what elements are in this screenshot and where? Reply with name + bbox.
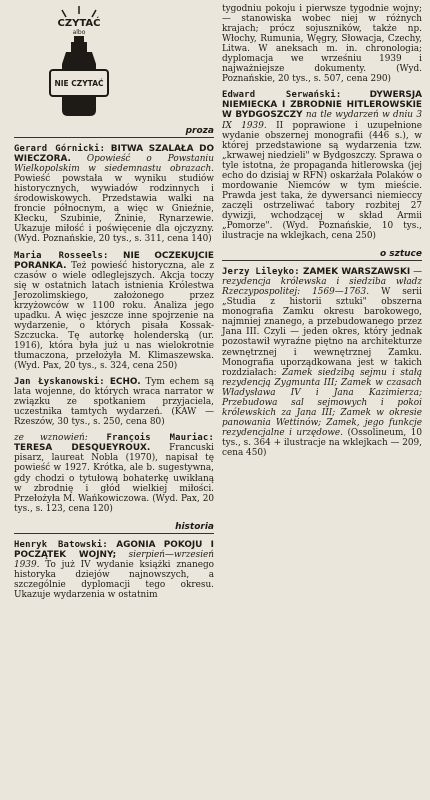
entry-subtitle: sierpień—wrzesień 1939. — [14, 549, 215, 570]
entry-title: BITWA SZALAŁA DO WIECZORA. — [14, 144, 214, 165]
book-entry-gornicki — [14, 144, 214, 244]
book-entry-batowski — [14, 540, 214, 600]
entry-subtitle: Opowieść o Powstaniu Wielkopolskim w siedemnastu obrazach. — [14, 154, 214, 175]
book-entry-rosseels — [14, 251, 214, 372]
book-entry-mauriac — [14, 433, 214, 513]
entry-author: Edward Serwański: — [222, 90, 342, 101]
entry-body: Tym echem są lata wojenne, do których wraca narrator w związku ze spotkaniem przyjaciela, uczestnika tamtych wydarzeń. (KAW — Rzeszów, 30 tys., s. 250, cena 80) — [14, 377, 214, 428]
entry-title: ZAMEK WARSZAWSKI — [299, 267, 411, 278]
logo-line2: albo — [72, 29, 86, 36]
entry-body: Też powieść historyczna, ale z czasów o wiele odleglejszych. Akcja toczy się w ostatnich latach istnienia Królestwa Jerozolimskiego, założonego przez krzyżowców w 1100 roku. Analiza jego upadku. A więc jeszcze inne spojrzenie na wydarzenie, o których pisała Kossak-Szczucka. Tę autorkę holenderską (ur. 1916), która była już u nas wielokrotnie tłumaczona, przełożyła M. Klimaszewska. (Wyd. Pax, 20 tys., s. 324, cena 250) — [14, 260, 214, 372]
entry-chapters: Zamek siedzibą sejmu i stałą rezydencją Zygmunta III; Zamek w czasach Władysława IV i Jana Kazimierza; Przebudowa sal sejmowych i pokoi królewskich za Jana III; Zamek w okresie panowania Wettinów; Zamek, jego funkcje rezydencjalne i urzędowe. — [222, 367, 422, 438]
right-column — [222, 4, 422, 464]
entry-subtitle: — rezydencja królewska i siedziba władz Rzeczypospolitej: 1569—1763. — [222, 267, 422, 298]
section-prose-heading: proza — [14, 126, 214, 138]
column-logo — [14, 0, 214, 122]
entry-author: Jan Łyskanowski: — [14, 377, 105, 388]
entry-title: DYWERSJA NIEMIECKA I ZBRODNIE HITLEROWSKIE W BYDGOSZCZY — [222, 90, 422, 121]
entry-body: Powieść powstała w wyniku studiów historycznych, wywiadów rodzinnych i środowiskowych. Przedstawia walki na froncie północnym, a więc w Gnieźnie, Kłecku, Szubinie, Żninie, Rynarzewie. Ukazuje miłość i poświęcenie dla ojczyzny. (Wyd. Poznańskie, 20 tys., s. 311, cena 140) — [14, 174, 214, 245]
entry-title: TERESA DESQUEYROUX. — [14, 443, 151, 454]
entry-author: Henryk Batowski: — [14, 539, 108, 550]
entry-title: NIE OCZEKUJCIE PORANKA. — [14, 250, 214, 271]
logo-line1: CZYTAĆ — [57, 18, 101, 29]
section-art-heading: o sztuce — [222, 249, 422, 261]
entry-author: Gerard Górnicki: — [14, 144, 106, 155]
entry-title: ECHO. — [104, 377, 141, 388]
entry-prefix: ze wznowień: — [14, 433, 88, 444]
logo-line3: NIE CZYTAĆ — [54, 79, 104, 88]
section-history-heading: historia — [14, 522, 214, 534]
entry-author: Maria Rosseels: — [14, 250, 109, 261]
entry-body-end: (Ossolineum, 10 tys., s. 364 + ilustracje na wklejkach — 209, cena 450) — [222, 427, 422, 458]
entry-body: II poprawione i uzupełnione wydanie obszernej monografii (446 s.), w której przedstawione są wydarzenia tzw. „krwawej niedzieli" w Bydgoszczy. Sprawa o tyle istotna, że propaganda hitlerowska (jej echo do dzisiaj w RFN) oskarżała Polaków o mordowanie Niemców w tym mieście. Prawda jest taka, że dywersanci niemieccy zaczęli ostrzeliwać tabory rozbitej 27 dywizji, wchodzącej w skład Armii „Pomorze". (Wyd. Poznańskie, 10 tys., ilustracje na wklejkach, cena 250) — [222, 120, 423, 242]
entry-body: Francuski pisarz, laureat Nobla (1970), napisał tę powieść w 1927. Krótka, ale b. sugestywna, gdy chodzi o tytułową bohaterkę uwikłaną w zbrodnię i głód wielkiej miłości. Przełożyła M. Wańkowiczowa. (Wyd. Pax, 20 tys., s. 123, cena 120) — [14, 443, 214, 514]
bottle-logo-icon — [44, 6, 114, 118]
book-entry-lyskanowski — [14, 377, 214, 427]
entry-body: To już IV wydanie książki znanego historyka dziejów najnowszych, a szczególnie dyplomacji tego okresu. Ukazuje wydarzenia w ostatnim — [14, 559, 214, 600]
entry-body: W serii „Studia z historii sztuki" obszerna monografia Zamku okresu barokowego, najmniej znanego, a przebudowanego przez Jana III. Czyli — jeden okres, który jednak pozostawił wyraźne piętno na architekturze zewnętrznej i wewnętrznej Zamku. Monografia uporządkowana jest w takich rozdziałach: — [222, 287, 422, 378]
entry-body: tygodniu pokoju i pierwsze tygodnie wojny; — stanowiska wobec niej w różnych krajach; prócz sojuszników, także np. Włochy, Rumunia, Węgry, Słowacja, Czechy, Litwa. W aneksach m. in. chronologia; dyplomacja we wrześniu 1939 i najważniejsze dokumenty. (Wyd. Poznańskie, 20 tys., s. 507, cena 290) — [222, 4, 422, 85]
entry-title: AGONIA POKOJU I POCZĄTEK WOJNY; — [14, 539, 214, 560]
left-column — [14, 0, 214, 606]
entry-subtitle: na tle wydarzeń w dniu 3 IX 1939. — [222, 110, 423, 131]
entry-author: François Mauriac: — [87, 433, 214, 444]
entry-author: Jerzy Lileyko: — [222, 267, 300, 278]
book-entry-batowski-continued — [222, 4, 422, 84]
book-entry-lileyko — [222, 267, 422, 458]
book-entry-serwanski — [222, 90, 422, 241]
